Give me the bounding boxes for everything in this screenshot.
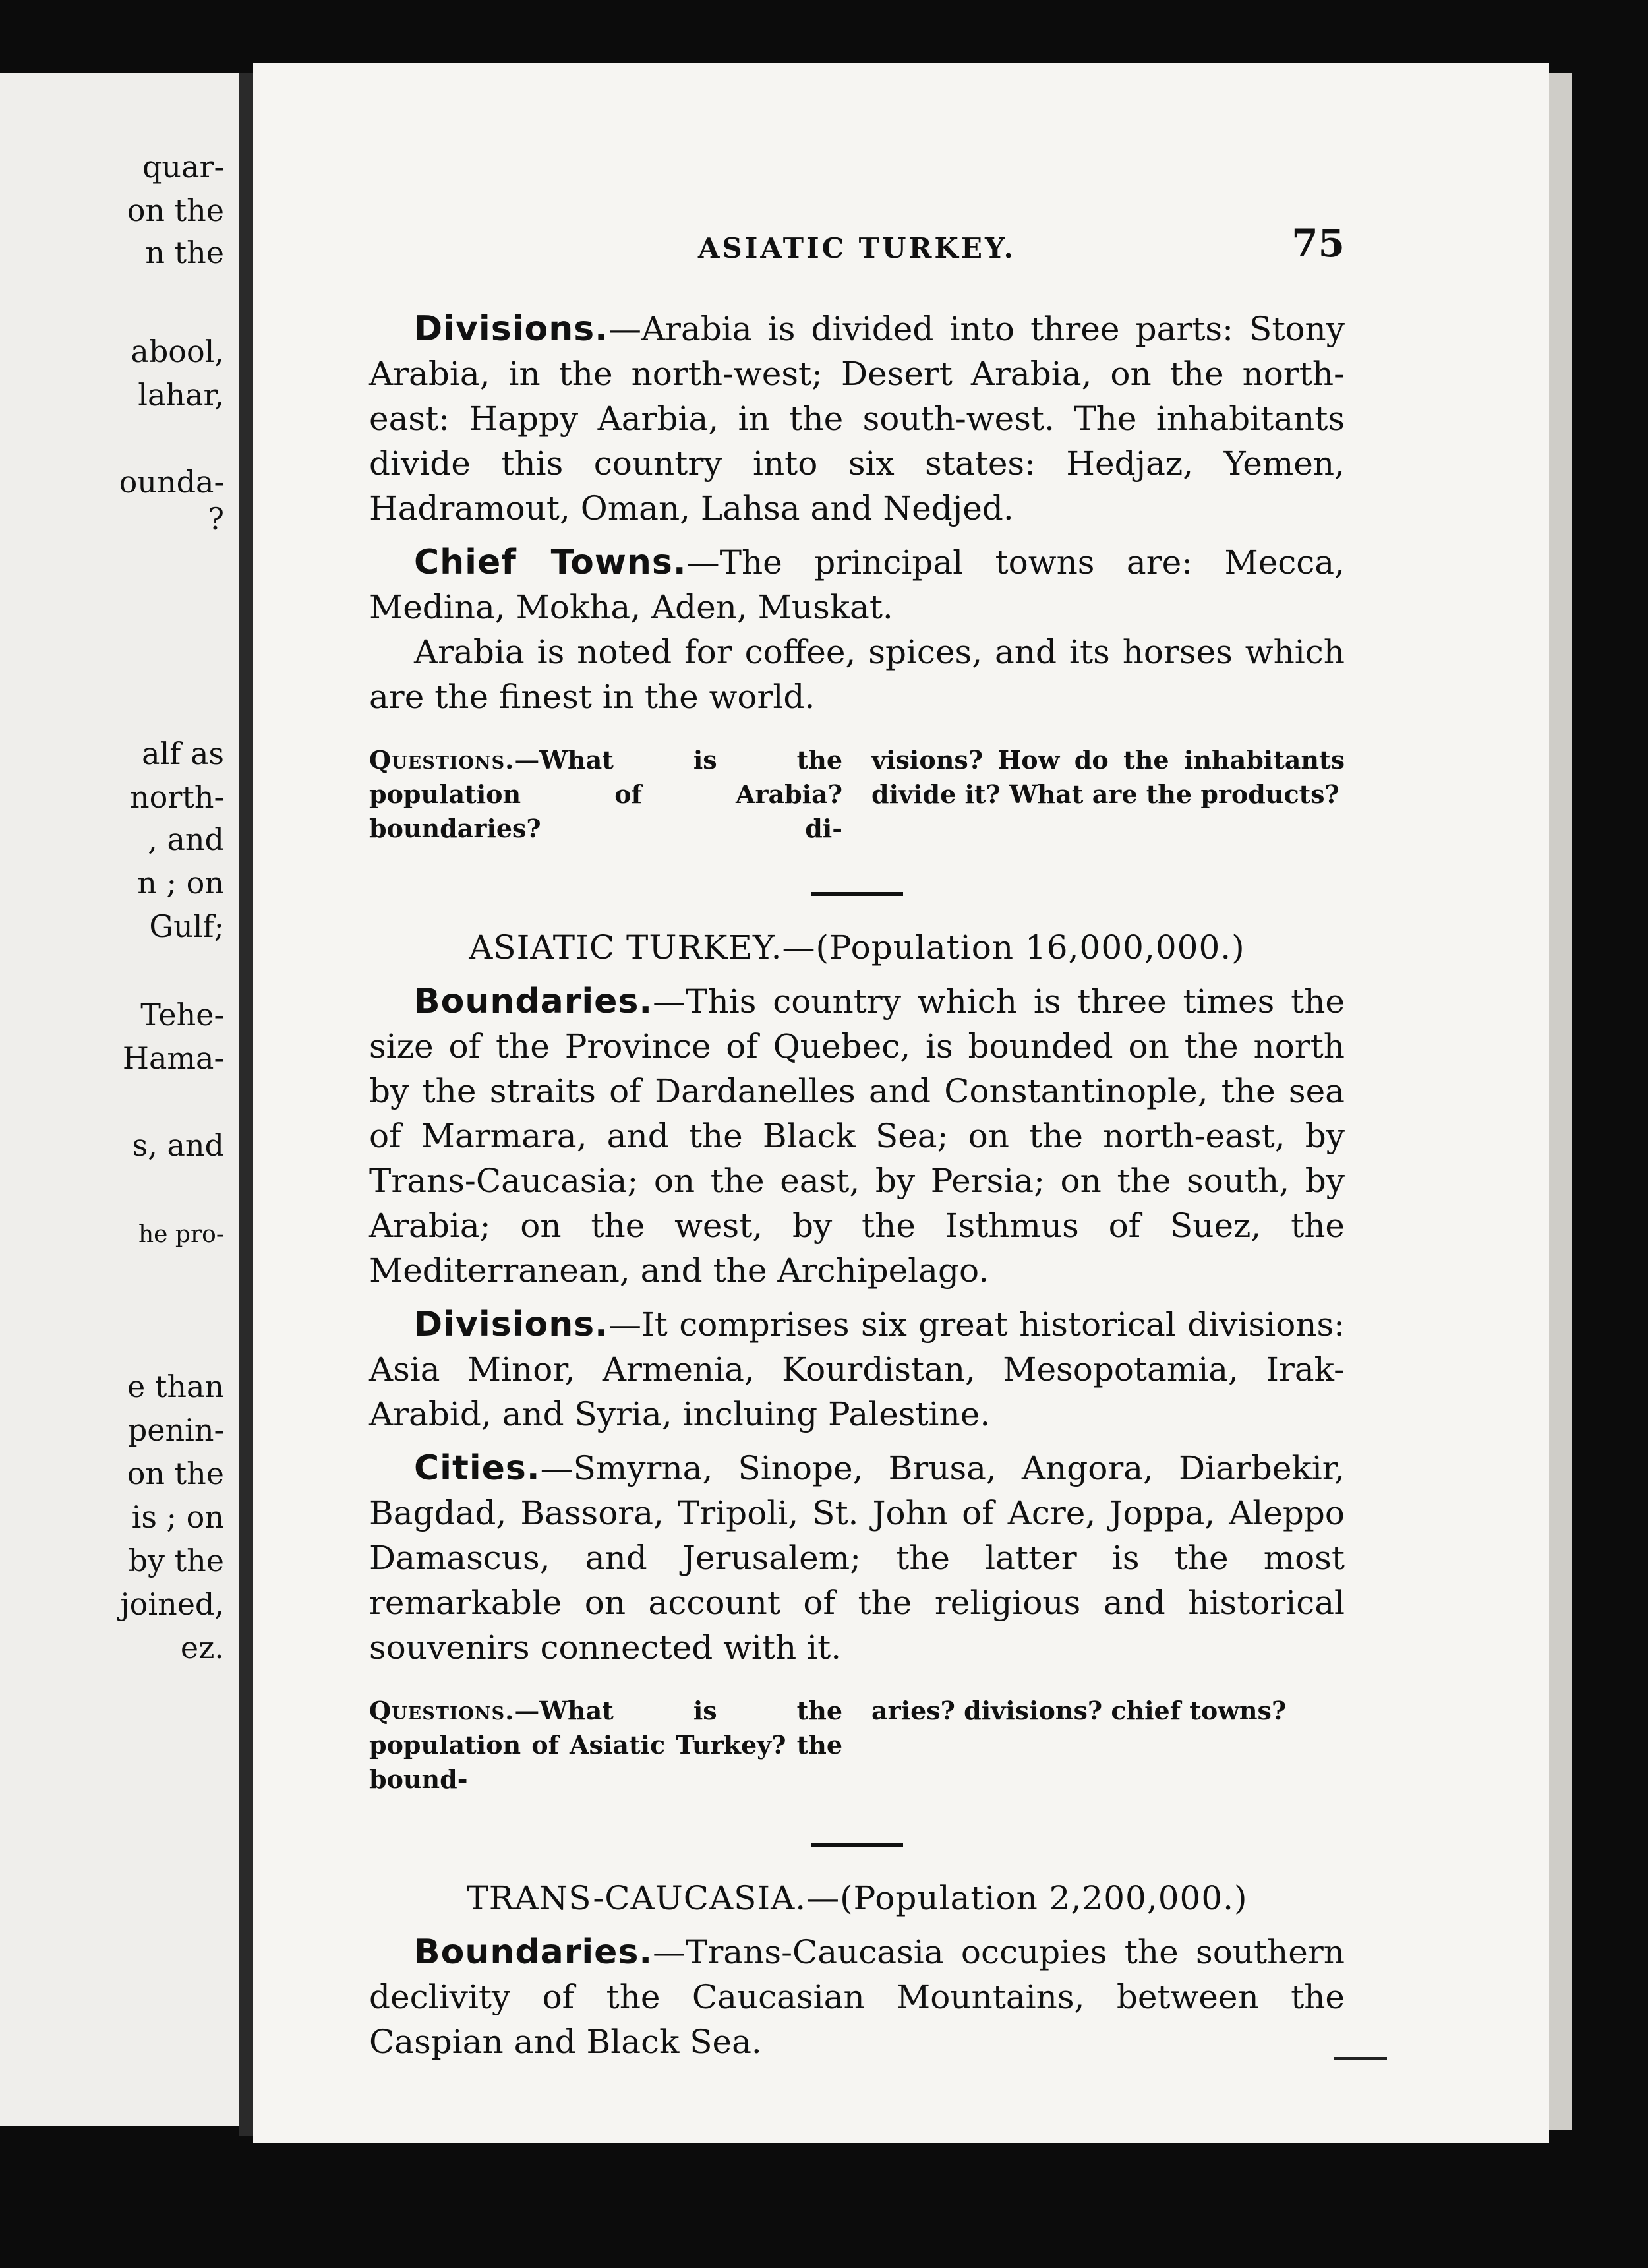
running-head-title: ASIATIC TURKEY. [697,232,1016,264]
left-page-fragment: he pro- [138,1221,224,1248]
turkey-divisions-paragraph [369,1302,1345,1437]
left-page-fragment: abool, [131,334,224,369]
left-page-fragment: alf as [142,736,224,771]
arabia-chief-towns-text: —The principal towns are: Mecca, Medina, Mokha, Aden, Muskat. [369,543,1345,626]
turkey-boundaries-heading: Boundaries. [414,982,653,1021]
section-divider [811,892,903,896]
turkey-boundaries-text: —This country which is three times the size of the Province of Quebec, is bounded on the north by the straits of Dardanelles and Constantinople, the sea of Marmara, and the Black Sea; on the north-east, by Trans-Caucasia; on the east, by Persia; on the south, by Arabia; on the west, by the Isthmus of Suez, the Mediterranean, and the Archipelago. [369,982,1345,1290]
left-page-fragment: n ; on [137,865,224,901]
trans-caucasia-boundaries-text: —Trans-Caucasia occupies the southern declivity of the Caucasian Mountains, between the Caspian and Black Sea. [369,1933,1345,2061]
page-content [369,221,1345,2064]
asiatic-turkey-title: ASIATIC TURKEY.—(Population 16,000,000.) [469,928,1245,967]
arabia-chief-towns-paragraph [369,540,1345,630]
turkey-questions-left [369,1694,842,1797]
left-page-fragment: penin- [127,1412,224,1448]
arabia-questions-left-text: —What is the population of Arabia? boundaries? di- [369,745,842,843]
turkey-divisions-heading: Divisions. [414,1305,608,1344]
questions-label: Questions. [369,1696,515,1725]
arabia-questions-left [369,743,842,846]
turkey-questions-right: aries? divisions? chief towns? [871,1696,1287,1725]
left-page-fragment: Hama- [122,1040,224,1076]
running-head [369,221,1345,274]
left-page-fragment: n the [145,235,224,270]
book-gutter [239,73,253,2136]
left-page [0,73,239,2126]
arabia-divisions-text: —Arabia is divided into three parts: Stony Arabia, in the north-west; Desert Arabia, on the north-east: Happy Aarbia, in the south-west. The inhabitants divide this country into six states: Hedjaz, Yemen, Hadramout, Oman, Lahsa and Nedjed. [369,310,1345,527]
arabia-divisions-heading: Divisions. [414,309,608,349]
turkey-cities-paragraph [369,1446,1345,1670]
turkey-questions-left-text: —What is the population of Asiatic Turkey? the bound- [369,1696,842,1794]
left-page-fragment: on the [127,193,224,228]
turkey-boundaries-paragraph [369,979,1345,1293]
left-page-fragment: e than [127,1369,224,1404]
left-page-fragment: joined, [120,1586,224,1622]
arabia-chief-towns-heading: Chief Towns. [414,543,687,582]
left-page-fragment: lahar, [138,377,224,413]
left-page-fragment: north- [130,779,224,815]
left-page-fragment: , and [148,821,224,857]
left-page-fragment: Tehe- [140,997,224,1032]
trans-caucasia-boundaries-heading: Boundaries. [414,1932,653,1972]
turkey-questions [369,1694,1345,1797]
left-page-fragment: s, and [132,1127,224,1163]
right-page [253,63,1549,2143]
left-page-fragment: by the [128,1543,224,1578]
left-page-fragment: on the [127,1456,224,1491]
left-page-fragment: Gulf; [149,909,224,944]
turkey-cities-text: —Smyrna, Sinope, Brusa, Angora, Diarbekir, Bagdad, Bassora, Tripoli, St. John of Acre, Joppa, Aleppo Damascus, and Jerusalem; the latter is the most remarkable on account of the religious and historical souvenirs connected with it. [369,1449,1345,1667]
left-page-fragment: quar- [142,149,224,185]
turkey-cities-heading: Cities. [414,1448,541,1488]
left-page-fragment: is ; on [131,1499,224,1535]
trans-caucasia-title: TRANS-CAUCASIA.—(Population 2,200,000.) [466,1879,1248,1917]
arabia-noted-paragraph: Arabia is noted for coffee, spices, and its horses which are the finest in the world. [369,633,1345,716]
tail-rule [1334,2057,1387,2060]
trans-caucasia-boundaries-paragraph [369,1930,1345,2064]
page-edge [1549,73,1572,2130]
page-number: 75 [1291,221,1345,266]
arabia-questions [369,743,1345,846]
section-divider [811,1843,903,1847]
left-page-fragment: ez. [180,1630,224,1665]
arabia-questions-right: visions? How do the inhabitants divide it? What are the products? [871,745,1345,809]
arabia-divisions-paragraph [369,307,1345,531]
left-page-fragment: ? [208,501,224,537]
questions-label: Questions. [369,745,515,775]
left-page-fragment: ounda- [119,464,224,500]
turkey-divisions-text: —It comprises six great historical divisions: Asia Minor, Armenia, Kourdistan, Mesopotamia, Irak-Arabid, and Syria, incluing Palestine. [369,1305,1345,1433]
